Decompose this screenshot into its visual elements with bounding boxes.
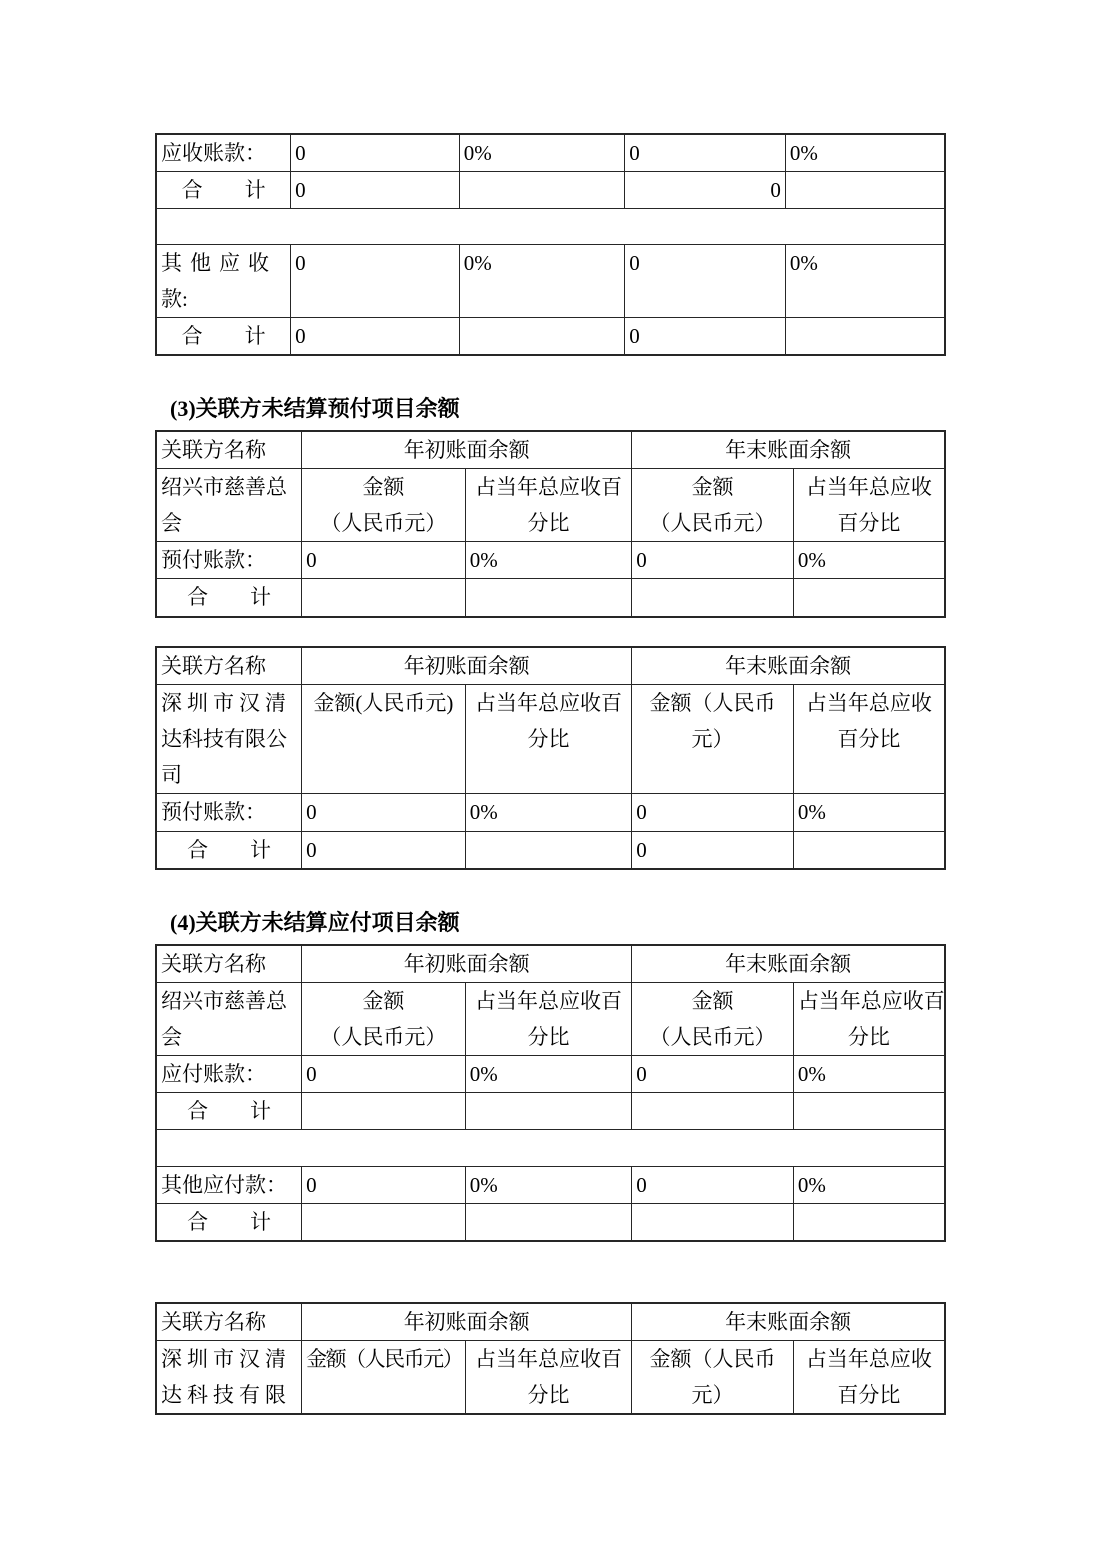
- cell-line: 0%: [797, 1172, 826, 1197]
- table-row: [156, 793, 945, 831]
- cell-line: 0: [636, 799, 647, 824]
- cell-line: 年末账面余额: [725, 653, 852, 678]
- cell-line: 0: [306, 799, 317, 824]
- cell-line: 分比: [847, 1024, 890, 1049]
- value-cell: [302, 1203, 466, 1241]
- column-header-cell: [465, 469, 632, 542]
- related-party-name-cell: [156, 982, 302, 1055]
- table-row: [156, 1303, 945, 1341]
- cell-line: 达科技有限: [161, 1382, 291, 1407]
- cell-line: 金额: [691, 475, 734, 499]
- cell-line: 预付账款：: [161, 548, 266, 572]
- value-cell: [302, 1092, 466, 1129]
- column-header-cell: [302, 647, 632, 685]
- cell-line: 预付账款：: [161, 799, 266, 824]
- column-header-cell: [793, 982, 945, 1055]
- cell-line: 0%: [797, 799, 826, 824]
- table-row: [156, 1340, 945, 1414]
- value-cell: [291, 134, 460, 172]
- cell-line: 0: [629, 251, 640, 275]
- cell-line: 0: [306, 548, 317, 572]
- prepaid-shaoxing-charity-table: [155, 430, 946, 618]
- cell-line: 关联方名称: [161, 653, 266, 678]
- cell-line: 百分比: [837, 511, 901, 535]
- value-cell: [465, 1092, 632, 1129]
- cell-line: 0: [629, 324, 640, 348]
- table-row: [156, 245, 945, 318]
- cell-line: 0%: [469, 1061, 498, 1086]
- cell-line: 合 计: [187, 1209, 272, 1234]
- table-row: [156, 172, 945, 209]
- value-cell: [785, 172, 945, 209]
- column-header-cell: [632, 684, 794, 793]
- cell-line: 分比: [527, 1024, 570, 1049]
- section-3-heading: (3)关联方未结算预付项目余额: [170, 396, 460, 421]
- cell-line: 百分比: [837, 1382, 901, 1407]
- table-row: [156, 1166, 945, 1203]
- value-cell: [632, 1166, 794, 1203]
- value-cell: [302, 793, 466, 831]
- table-row: [156, 209, 945, 245]
- value-cell: [785, 134, 945, 172]
- column-header-cell: [632, 469, 794, 542]
- column-header-cell: [465, 684, 632, 793]
- value-cell: [793, 1166, 945, 1203]
- column-header-cell: [302, 431, 632, 469]
- column-header-cell: [156, 431, 302, 469]
- cell-line: 分比: [527, 1382, 570, 1407]
- value-cell: [632, 579, 794, 617]
- column-header-cell: [632, 982, 794, 1055]
- column-header-cell: [302, 469, 466, 542]
- value-cell: [291, 172, 460, 209]
- cell-line: 合 计: [187, 837, 272, 862]
- column-header-cell: [632, 945, 945, 983]
- related-party-name-cell: [156, 684, 302, 793]
- column-header-cell: [156, 647, 302, 685]
- cell-line: 绍兴市慈善总: [161, 988, 287, 1013]
- cell-line: 0%: [469, 548, 498, 572]
- column-header-cell: [632, 1303, 945, 1341]
- receivables-balance-table: [155, 133, 946, 356]
- cell-line: 年初账面余额: [403, 438, 530, 462]
- prepaid-hanqingda-table: [155, 646, 946, 870]
- cell-line: 金额: [362, 475, 405, 499]
- cell-line: 0: [295, 141, 306, 165]
- empty-spacer-cell: [156, 1129, 945, 1166]
- cell-line: 年末账面余额: [725, 438, 852, 462]
- cell-line: 占当年总应收百: [474, 475, 622, 499]
- cell-line: 占当年总应收百: [797, 988, 945, 1013]
- value-cell: [785, 318, 945, 356]
- table-slot-payable-hanqingda: [0, 1302, 1102, 1415]
- table-slot-prepaid-shaoxing: [0, 430, 1102, 618]
- cell-line: 深圳市汉清: [161, 690, 291, 715]
- value-cell: [302, 831, 466, 869]
- value-cell: [793, 542, 945, 579]
- cell-line: 合 计: [181, 178, 266, 202]
- cell-line: 0: [636, 837, 647, 862]
- cell-line: 分比: [527, 726, 570, 751]
- cell-line: 金额: [691, 988, 734, 1013]
- cell-line: 达科技有限公: [161, 726, 287, 751]
- value-cell: [459, 134, 625, 172]
- cell-line: 元）: [691, 1382, 734, 1407]
- payable-hanqingda-table: [155, 1302, 946, 1415]
- value-cell: [465, 1055, 632, 1092]
- cell-line: 关联方名称: [161, 438, 266, 462]
- table-row: [156, 579, 945, 617]
- cell-line: 0: [295, 324, 306, 348]
- cell-line: 金额: [362, 988, 405, 1013]
- cell-line: 0: [636, 548, 647, 572]
- cell-line: 占当年总应收百: [474, 1346, 622, 1371]
- cell-line: 百分比: [837, 726, 901, 751]
- table-row: [156, 1203, 945, 1241]
- total-label-cell: [156, 318, 291, 356]
- cell-line: 金额（人民币元）: [306, 1346, 463, 1371]
- table-row: [156, 1092, 945, 1129]
- value-cell: [625, 172, 786, 209]
- cell-line: 0%: [463, 141, 492, 165]
- cell-line: 合 计: [187, 585, 272, 609]
- cell-line: 0: [306, 837, 317, 862]
- cell-line: 0: [770, 178, 781, 202]
- cell-line: 应付账款：: [161, 1061, 266, 1086]
- cell-line: （人民币元）: [649, 1024, 776, 1049]
- cell-line: 金额(人民币元): [313, 690, 454, 715]
- cell-line: 占当年总应收: [805, 690, 932, 715]
- value-cell: [459, 318, 625, 356]
- cell-line: 占当年总应收百: [474, 690, 622, 715]
- cell-line: 0: [295, 178, 306, 202]
- table-row: [156, 469, 945, 542]
- cell-line: 年初账面余额: [403, 653, 530, 678]
- table-row: [156, 431, 945, 469]
- row-label-cell: [156, 245, 291, 318]
- value-cell: [632, 1092, 794, 1129]
- cell-line: 0: [295, 251, 306, 275]
- cell-line: 其他应付款：: [161, 1172, 287, 1197]
- column-header-cell: [465, 1340, 632, 1414]
- column-header-cell: [156, 945, 302, 983]
- cell-line: 0%: [789, 141, 818, 165]
- value-cell: [465, 542, 632, 579]
- column-header-cell: [302, 1303, 632, 1341]
- cell-line: 占当年总应收百: [474, 988, 622, 1013]
- column-header-cell: [302, 1340, 466, 1414]
- value-cell: [459, 172, 625, 209]
- cell-line: 0%: [797, 548, 826, 572]
- cell-line: 应收账款：: [161, 141, 266, 165]
- value-cell: [793, 579, 945, 617]
- value-cell: [465, 793, 632, 831]
- value-cell: [291, 318, 460, 356]
- cell-line: 0: [636, 1061, 647, 1086]
- cell-line: 0%: [469, 1172, 498, 1197]
- table-slot-receivables: [0, 133, 1102, 356]
- cell-line: 占当年总应收: [805, 475, 932, 499]
- column-header-cell: [793, 1340, 945, 1414]
- cell-line: 会: [161, 511, 182, 535]
- value-cell: [459, 245, 625, 318]
- column-header-cell: [302, 945, 632, 983]
- value-cell: [793, 1203, 945, 1241]
- cell-line: 分比: [527, 511, 570, 535]
- total-label-cell: [156, 1092, 302, 1129]
- cell-line: 0%: [797, 1061, 826, 1086]
- value-cell: [625, 318, 786, 356]
- empty-spacer-cell: [156, 209, 945, 245]
- value-cell: [291, 245, 460, 318]
- table-slot-prepaid-hanqingda: [0, 646, 1102, 870]
- payable-shaoxing-charity-table: [155, 944, 946, 1242]
- row-label-cell: [156, 1166, 302, 1203]
- table-row: [156, 647, 945, 685]
- cell-line: 关联方名称: [161, 1309, 266, 1334]
- table-row: [156, 542, 945, 579]
- value-cell: [625, 134, 786, 172]
- value-cell: [465, 579, 632, 617]
- value-cell: [632, 793, 794, 831]
- cell-line: 合 计: [187, 1098, 272, 1123]
- column-header-cell: [156, 1303, 302, 1341]
- table-row: [156, 318, 945, 356]
- related-party-name-cell: [156, 469, 302, 542]
- cell-line: （人民币元）: [320, 1024, 447, 1049]
- cell-line: 关联方名称: [161, 951, 266, 976]
- value-cell: [632, 831, 794, 869]
- value-cell: [632, 1203, 794, 1241]
- column-header-cell: [302, 982, 466, 1055]
- value-cell: [465, 1203, 632, 1241]
- total-label-cell: [156, 172, 291, 209]
- cell-line: 金额（人民币: [649, 690, 776, 715]
- cell-line: （人民币元）: [649, 511, 776, 535]
- value-cell: [632, 542, 794, 579]
- cell-line: 元）: [691, 726, 734, 751]
- table-row: [156, 1129, 945, 1166]
- table-row: [156, 134, 945, 172]
- table-slot-payable-shaoxing: [0, 944, 1102, 1242]
- column-header-cell: [632, 431, 945, 469]
- table-row: [156, 831, 945, 869]
- value-cell: [793, 793, 945, 831]
- column-header-cell: [793, 469, 945, 542]
- cell-line: 深圳市汉清: [161, 1346, 291, 1371]
- column-header-cell: [465, 982, 632, 1055]
- value-cell: [632, 1055, 794, 1092]
- cell-line: 0%: [469, 799, 498, 824]
- cell-line: 绍兴市慈善总: [161, 475, 287, 499]
- cell-line: 0%: [789, 251, 818, 275]
- cell-line: 金额（人民币: [649, 1346, 776, 1371]
- cell-line: 年初账面余额: [403, 951, 530, 976]
- cell-line: 司: [161, 762, 182, 787]
- cell-line: （人民币元）: [320, 511, 447, 535]
- value-cell: [625, 245, 786, 318]
- cell-line: 0: [306, 1061, 317, 1086]
- column-header-cell: [302, 684, 466, 793]
- value-cell: [465, 831, 632, 869]
- cell-line: 0: [636, 1172, 647, 1197]
- value-cell: [793, 1055, 945, 1092]
- row-label-cell: [156, 134, 291, 172]
- value-cell: [785, 245, 945, 318]
- table-row: [156, 945, 945, 983]
- table-row: [156, 684, 945, 793]
- table-row: [156, 1055, 945, 1092]
- cell-line: 占当年总应收: [805, 1346, 932, 1371]
- cell-line: 其他应收: [161, 251, 277, 275]
- row-label-cell: [156, 793, 302, 831]
- total-label-cell: [156, 579, 302, 617]
- total-label-cell: [156, 831, 302, 869]
- value-cell: [302, 1055, 466, 1092]
- cell-line: 会: [161, 1024, 182, 1049]
- cell-line: 年初账面余额: [403, 1309, 530, 1334]
- value-cell: [465, 1166, 632, 1203]
- row-label-cell: [156, 1055, 302, 1092]
- table-row: [156, 982, 945, 1055]
- cell-line: 0%: [463, 251, 492, 275]
- value-cell: [302, 579, 466, 617]
- section-4-heading: (4)关联方未结算应付项目余额: [170, 909, 460, 935]
- column-header-cell: [632, 647, 945, 685]
- value-cell: [793, 831, 945, 869]
- column-header-cell: [632, 1340, 794, 1414]
- value-cell: [302, 542, 466, 579]
- column-header-cell: [793, 684, 945, 793]
- value-cell: [302, 1166, 466, 1203]
- cell-line: 款:: [161, 287, 188, 311]
- cell-line: 0: [306, 1172, 317, 1197]
- cell-line: 年末账面余额: [725, 1309, 852, 1334]
- cell-line: 合 计: [181, 324, 266, 348]
- cell-line: 年末账面余额: [725, 951, 852, 976]
- cell-line: 0: [629, 141, 640, 165]
- row-label-cell: [156, 542, 302, 579]
- total-label-cell: [156, 1203, 302, 1241]
- related-party-name-cell: [156, 1340, 302, 1414]
- value-cell: [793, 1092, 945, 1129]
